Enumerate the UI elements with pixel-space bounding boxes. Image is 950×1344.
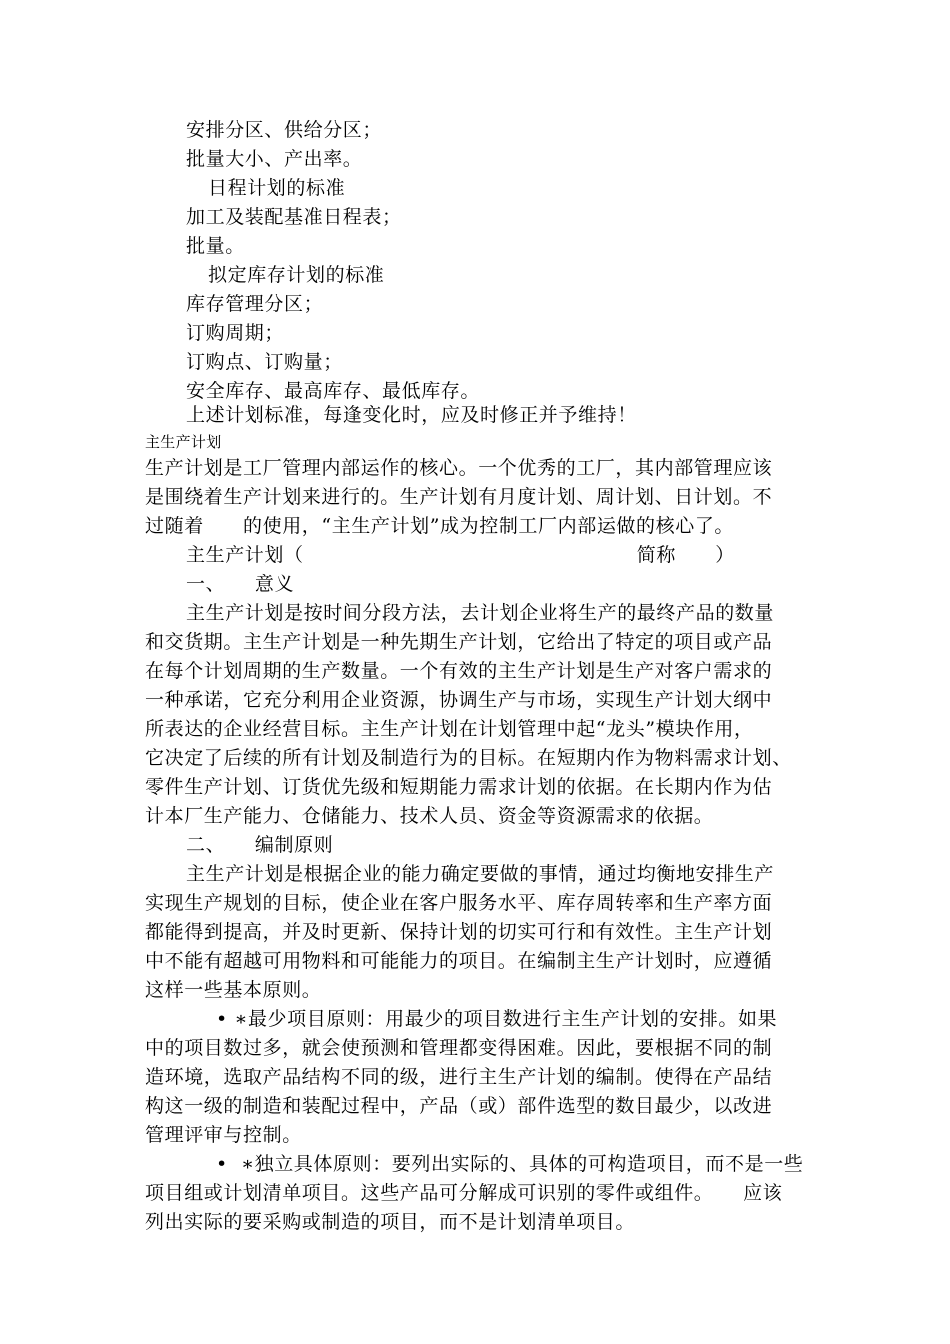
text-line: 主生产计划（ 简称 ） xyxy=(186,544,735,566)
text-line: 在每个计划周期的生产数量。一个有效的主生产计划是生产对客户需求的 xyxy=(145,660,773,682)
section-heading: 二、 编制原则 xyxy=(186,834,334,856)
text-line: 项目组或计划清单项目。这些产品可分解成可识别的零件或组件。 应该 xyxy=(145,1182,783,1204)
text-line: 中的项目数过多，就会使预测和管理都变得困难。因此，要根据不同的制 xyxy=(145,1037,773,1059)
text-line: 过随着 的使用，“主生产计划”成为控制工厂内部运做的核心了。 xyxy=(145,515,735,537)
text-line: 上述计划标准，每逢变化时，应及时修正并予维持！ xyxy=(186,404,637,426)
text-line: 生产计划是工厂管理内部运作的核心。一个优秀的工厂，其内部管理应该 xyxy=(145,457,773,479)
text-line: 它决定了后续的所有计划及制造行为的目标。在短期内作为物料需求计划、 xyxy=(145,747,792,769)
bullet-item: • ∗最少项目原则：用最少的项目数进行主生产计划的安排。如果 xyxy=(216,1008,778,1030)
text-line: 所表达的企业经营目标。主生产计划在计划管理中起“龙头”模块作用， xyxy=(145,718,754,740)
text-line: 批量大小、产出率。 xyxy=(186,148,363,170)
section-heading: 日程计划的标准 xyxy=(208,177,346,199)
text-line: 订购周期； xyxy=(186,322,285,344)
text-line: 加工及装配基准日程表； xyxy=(186,206,402,228)
text-line: 是围绕着生产计划来进行的。生产计划有月度计划、周计划、日计划。不 xyxy=(145,486,773,508)
text-line: 管理评审与控制。 xyxy=(145,1124,302,1146)
text-line: 安排分区、供给分区； xyxy=(186,119,383,141)
text-line: 主生产计划是根据企业的能力确定要做的事情，通过均衡地安排生产 xyxy=(186,863,775,885)
text-line: 列出实际的要采购或制造的项目，而不是计划清单项目。 xyxy=(145,1211,636,1233)
text-line: 一种承诺，它充分利用企业资源，协调生产与市场，实现生产计划大纲中 xyxy=(145,689,773,711)
section-heading: 拟定库存计划的标准 xyxy=(208,264,385,286)
section-heading: 一、 意义 xyxy=(186,573,295,595)
text-line: 订购点、订购量； xyxy=(186,351,343,373)
bullet-item: • ∗独立具体原则：要列出实际的、具体的可构造项目，而不是一些 xyxy=(216,1153,804,1175)
text-line: 计本厂生产能力、仓储能力、技术人员、资金等资源需求的依据。 xyxy=(145,805,714,827)
text-line: 主生产计划是按时间分段方法，去计划企业将生产的最终产品的数量 xyxy=(186,602,775,624)
text-line: 实现生产规划的目标，使企业在客户服务水平、库存周转率和生产率方面 xyxy=(145,892,773,914)
text-line: 安全库存、最高库存、最低库存。 xyxy=(186,380,481,402)
page-title: 主生产计划 xyxy=(145,433,222,451)
text-line: 和交货期。主生产计划是一种先期生产计划，它给出了特定的项目或产品 xyxy=(145,631,773,653)
text-line: 构这一级的制造和装配过程中，产品（或）部件选型的数目最少，以改进 xyxy=(145,1095,773,1117)
text-line: 造环境，选取产品结构不同的级，进行主生产计划的编制。使得在产品结 xyxy=(145,1066,773,1088)
text-line: 都能得到提高，并及时更新、保持计划的切实可行和有效性。主生产计划 xyxy=(145,921,773,943)
text-line: 批量。 xyxy=(186,235,245,257)
text-line: 中不能有超越可用物料和可能能力的项目。在编制主生产计划时，应遵循 xyxy=(145,950,773,972)
text-line: 这样一些基本原则。 xyxy=(145,979,322,1001)
text-line: 库存管理分区； xyxy=(186,293,324,315)
text-line: 零件生产计划、订货优先级和短期能力需求计划的依据。在长期内作为估 xyxy=(145,776,773,798)
